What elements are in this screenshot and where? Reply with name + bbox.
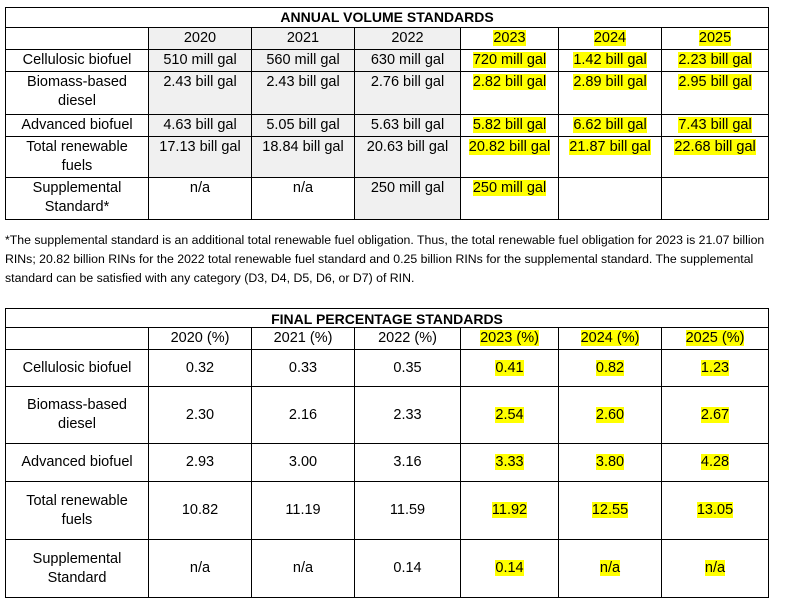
table-cell: 0.33 <box>252 350 355 387</box>
table-cell: 5.63 bill gal <box>355 115 461 137</box>
table-cell: 2.93 <box>149 444 252 482</box>
table-cell: n/a <box>559 540 662 598</box>
table-cell: 1.42 bill gal <box>559 50 662 72</box>
table-cell <box>662 178 769 220</box>
table-cell: 17.13 bill gal <box>149 137 252 178</box>
annual-volume-table <box>5 7 769 220</box>
table-cell: 0.14 <box>355 540 461 598</box>
table-cell: 3.16 <box>355 444 461 482</box>
table-cell: n/a <box>252 178 355 220</box>
table-cell: 5.82 bill gal <box>461 115 559 137</box>
table-cell: n/a <box>149 540 252 598</box>
year-header: 2021 <box>252 28 355 50</box>
table-cell: 12.55 <box>559 482 662 540</box>
table-cell: 2.16 <box>252 387 355 444</box>
table-cell: 13.05 <box>662 482 769 540</box>
year-header: 2025 <box>662 28 769 50</box>
percentage-table-title: FINAL PERCENTAGE STANDARDS <box>6 309 769 328</box>
row-label: Supplemental Standard* <box>6 178 149 220</box>
table-cell: 2.95 bill gal <box>662 72 769 115</box>
table-cell: 2.33 <box>355 387 461 444</box>
row-label: Biomass-based diesel <box>6 72 149 115</box>
table-cell: n/a <box>149 178 252 220</box>
year-header: 2021 (%) <box>252 328 355 350</box>
year-header: 2022 <box>355 28 461 50</box>
table-cell: 3.80 <box>559 444 662 482</box>
table-cell: 18.84 bill gal <box>252 137 355 178</box>
year-header: 2024 (%) <box>559 328 662 350</box>
table-cell: 4.28 <box>662 444 769 482</box>
table-cell: 5.05 bill gal <box>252 115 355 137</box>
table-cell: 11.19 <box>252 482 355 540</box>
table-cell: 10.82 <box>149 482 252 540</box>
table-cell: 0.32 <box>149 350 252 387</box>
table-cell: 1.23 <box>662 350 769 387</box>
year-header: 2024 <box>559 28 662 50</box>
table-cell: 2.43 bill gal <box>149 72 252 115</box>
table-cell: 11.92 <box>461 482 559 540</box>
row-label: Cellulosic biofuel <box>6 350 149 387</box>
year-header: 2020 (%) <box>149 328 252 350</box>
table-cell: 2.67 <box>662 387 769 444</box>
table-cell: 630 mill gal <box>355 50 461 72</box>
row-label: Cellulosic biofuel <box>6 50 149 72</box>
table-cell: 6.62 bill gal <box>559 115 662 137</box>
row-label: Biomass-based diesel <box>6 387 149 444</box>
table-cell: 11.59 <box>355 482 461 540</box>
header-blank <box>6 28 149 50</box>
table-cell: 2.89 bill gal <box>559 72 662 115</box>
table-cell: 560 mill gal <box>252 50 355 72</box>
row-label: Total renewable fuels <box>6 482 149 540</box>
row-label: Supplemental Standard <box>6 540 149 598</box>
header-blank <box>6 328 149 350</box>
year-header: 2020 <box>149 28 252 50</box>
year-header: 2023 <box>461 28 559 50</box>
year-header: 2022 (%) <box>355 328 461 350</box>
table-cell: 22.68 bill gal <box>662 137 769 178</box>
year-header: 2025 (%) <box>662 328 769 350</box>
table-cell: 250 mill gal <box>461 178 559 220</box>
table-cell: 2.30 <box>149 387 252 444</box>
year-header: 2023 (%) <box>461 328 559 350</box>
percentage-table <box>5 308 769 598</box>
annual-table-title: ANNUAL VOLUME STANDARDS <box>6 8 769 28</box>
table-cell: 21.87 bill gal <box>559 137 662 178</box>
table-cell: 7.43 bill gal <box>662 115 769 137</box>
table-cell: 510 mill gal <box>149 50 252 72</box>
table-cell: 2.43 bill gal <box>252 72 355 115</box>
table-cell: 0.82 <box>559 350 662 387</box>
table-cell <box>559 178 662 220</box>
footnote: *The supplemental standard is an additional total renewable fuel obligation. Thus, the total renewable fuel obligation for 2023 is 21.07 billion RINs; 20.82 billion RINs for the 2022 total renewable fuel standard and 0.25 billion RINs for the supplemental standard. The supplemental standard can be satisfied with any category (D3, D4, D5, D6, or D7) of RIN. <box>5 233 765 285</box>
table-cell: 250 mill gal <box>355 178 461 220</box>
table-cell: 20.82 bill gal <box>461 137 559 178</box>
table-cell: 2.82 bill gal <box>461 72 559 115</box>
table-cell: n/a <box>662 540 769 598</box>
table-cell: 0.41 <box>461 350 559 387</box>
table-cell: 2.60 <box>559 387 662 444</box>
table-cell: 2.54 <box>461 387 559 444</box>
row-label: Advanced biofuel <box>6 444 149 482</box>
table-cell: 2.23 bill gal <box>662 50 769 72</box>
table-cell: 3.33 <box>461 444 559 482</box>
table-cell: 20.63 bill gal <box>355 137 461 178</box>
table-cell: 0.14 <box>461 540 559 598</box>
table-cell: n/a <box>252 540 355 598</box>
table-cell: 2.76 bill gal <box>355 72 461 115</box>
table-cell: 4.63 bill gal <box>149 115 252 137</box>
row-label: Advanced biofuel <box>6 115 149 137</box>
table-cell: 0.35 <box>355 350 461 387</box>
table-cell: 720 mill gal <box>461 50 559 72</box>
table-cell: 3.00 <box>252 444 355 482</box>
row-label: Total renewable fuels <box>6 137 149 178</box>
